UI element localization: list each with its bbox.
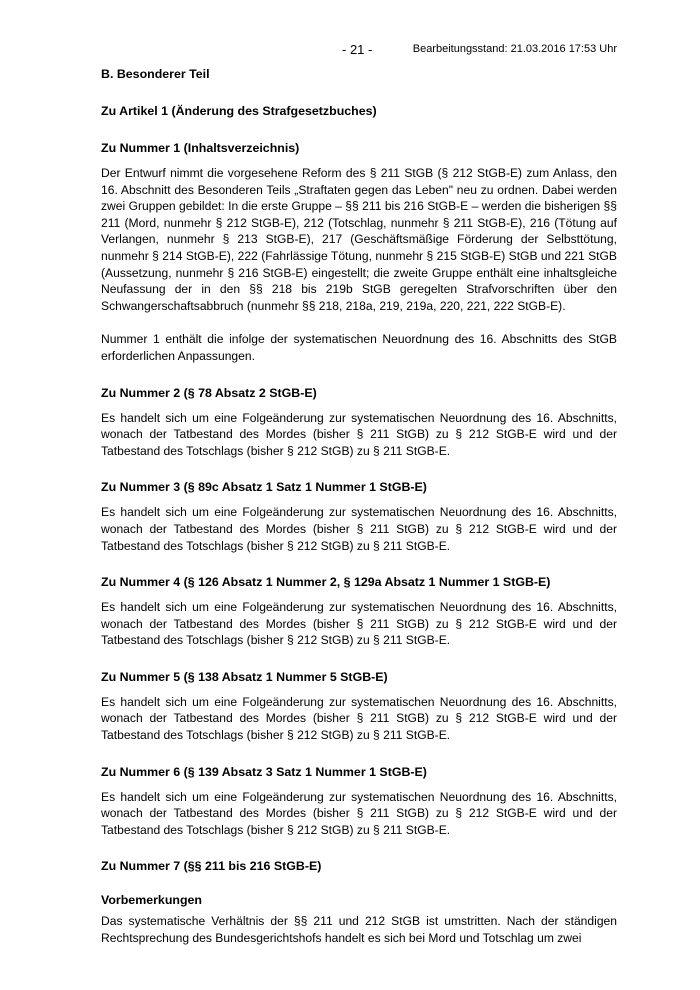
article-heading: Zu Artikel 1 (Änderung des Strafgesetzbuches)	[101, 104, 377, 118]
page-number: - 21 -	[342, 42, 373, 57]
edit-status: Bearbeitungsstand: 21.03.2016 17:53 Uhr	[412, 43, 617, 55]
paragraph-n3: Es handelt sich um eine Folgeänderung zur systematischen Neuordnung des 16. Abschnitts, wonach der Tatbestand des Mordes (bisher § 211 StGB) zu § 212 StGB-E wird und der Tatbestand des Totschlags (bisher § 212 StGB) zu § 211 StGB-E.	[101, 505, 617, 553]
section-heading-n5: Zu Nummer 5 (§ 138 Absatz 1 Nummer 5 StGB-E)	[101, 669, 388, 684]
section-heading-n2: Zu Nummer 2 (§ 78 Absatz 2 StGB-E)	[101, 385, 317, 400]
paragraph-vorbemerkungen: Das systematische Verhältnis der §§ 211 und 212 StGB ist umstritten. Nach der ständigen Rechtsprechung des Bundesgerichtshofs handelt es sich bei Mord und Totschlag um zwei	[101, 914, 617, 946]
paragraph-n1-2: Nummer 1 enthält die infolge der systematischen Neuordnung des 16. Abschnitts des StGB erforderlichen Anpassungen.	[101, 332, 617, 363]
document-body	[101, 66, 617, 947]
paragraph-n5: Es handelt sich um eine Folgeänderung zur systematischen Neuordnung des 16. Abschnitts, wonach der Tatbestand des Mordes (bisher § 211 StGB) zu § 212 StGB-E wird und der Tatbestand des Totschlags (bisher § 212 StGB) zu § 211 StGB-E.	[101, 694, 617, 743]
section-heading-n4: Zu Nummer 4 (§ 126 Absatz 1 Nummer 2, § 129a Absatz 1 Nummer 1 StGB-E)	[101, 575, 551, 590]
paragraph-n6: Es handelt sich um eine Folgeänderung zur systematischen Neuordnung des 16. Abschnitts, wonach der Tatbestand des Mordes (bisher § 211 StGB) zu § 212 StGB-E wird und der Tatbestand des Totschlags (bisher § 212 StGB) zu § 211 StGB-E.	[101, 789, 617, 837]
section-heading-n3: Zu Nummer 3 (§ 89c Absatz 1 Satz 1 Nummer 1 StGB-E)	[101, 480, 427, 495]
page-header	[101, 42, 617, 60]
section-heading-n6: Zu Nummer 6 (§ 139 Absatz 3 Satz 1 Nummer 1 StGB-E)	[101, 764, 427, 779]
section-heading-n1: Zu Nummer 1 (Inhaltsverzeichnis)	[101, 141, 300, 155]
subheading-vorbemerkungen: Vorbemerkungen	[101, 893, 202, 908]
paragraph-n4: Es handelt sich um eine Folgeänderung zur systematischen Neuordnung des 16. Abschnitts, wonach der Tatbestand des Mordes (bisher § 211 StGB) zu § 212 StGB-E wird und der Tatbestand des Totschlags (bisher § 212 StGB) zu § 211 StGB-E.	[101, 600, 617, 648]
section-heading-n7: Zu Nummer 7 (§§ 211 bis 216 StGB-E)	[101, 859, 322, 874]
paragraph-n2: Es handelt sich um eine Folgeänderung zur systematischen Neuordnung des 16. Abschnitts, wonach der Tatbestand des Mordes (bisher § 211 StGB) zu § 212 StGB-E wird und der Tatbestand des Totschlags (bisher § 212 StGB) zu § 211 StGB-E.	[101, 410, 617, 458]
part-heading: B. Besonderer Teil	[101, 67, 210, 81]
paragraph-n1-1: Der Entwurf nimmt die vorgesehene Reform des § 211 StGB (§ 212 StGB-E) zum Anlass, den 16. Abschnitt des Besonderen Teils „Straftaten gegen das Leben" neu zu ordnen. Dabei werden zwei Gruppen gebildet: In die erste Gruppe – §§ 211 bis 216 StGB-E – werden die bisherigen §§ 211 (Mord, nunmehr § 212 StGB-E), 212 (Totschlag, nunmehr § 211 StGB-E), 216 (Tötung auf Verlangen, nunmehr § 213 StGB-E), 217 (Geschäftsmäßige Förderung der Selbsttötung, nunmehr § 214 StGB-E), 222 (Fahrlässige Tötung, nunmehr § 215 StGB-E) StGB und 221 StGB (Aussetzung, nunmehr § 216 StGB-E) eingestellt; die zweite Gruppe enthält eine inhaltsgleiche Neufassung der in den §§ 218 bis 219b StGB geregelten Strafvorschriften über den Schwangerschaftsabbruch (nunmehr §§ 218, 218a, 219, 219a, 220, 221, 222 StGB-E).	[101, 166, 617, 313]
